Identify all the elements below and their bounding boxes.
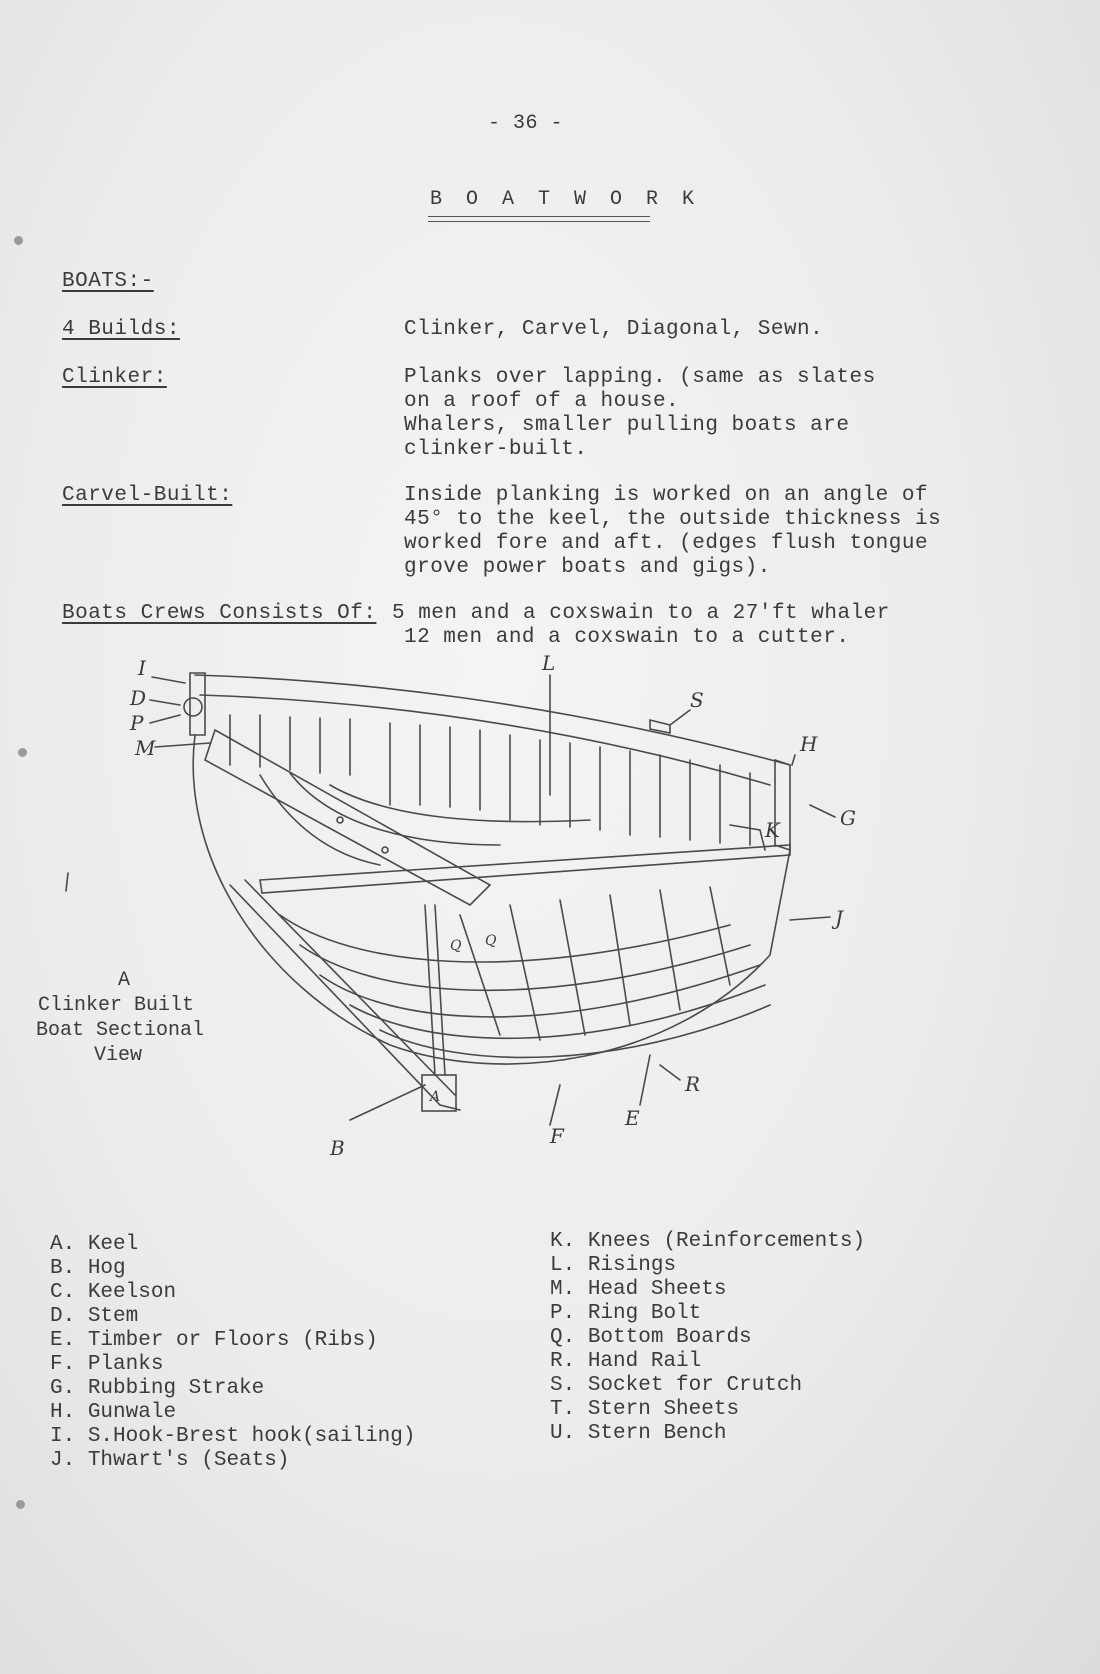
legend-text: Rubbing Strake: [87, 1377, 265, 1400]
leader-M: [155, 743, 210, 747]
diagram-caption: A: [118, 969, 131, 992]
label-H: H: [800, 732, 818, 756]
label-F: F: [550, 1124, 564, 1148]
legend-key: G.: [50, 1377, 76, 1400]
boat-section-diagram: [30, 655, 870, 1215]
label-A: A: [430, 1089, 441, 1105]
leader-P: [150, 715, 180, 723]
row-text-carvel: 45° to the keel, the outside thickness is: [404, 508, 942, 531]
gunwale-inner: [200, 695, 770, 785]
legend-key: B.: [50, 1257, 76, 1280]
row-text-crews: 12 men and a coxswain to a cutter.: [404, 626, 850, 649]
legend-key: I.: [50, 1425, 76, 1448]
label-D: D: [130, 686, 147, 710]
legend-item: [550, 1350, 701, 1374]
legend-key: K.: [550, 1230, 576, 1253]
label-Q: Q: [450, 938, 462, 954]
row-label-clinker: Clinker:: [62, 366, 167, 389]
legend-item: [550, 1422, 726, 1446]
label-E: E: [625, 1106, 640, 1130]
legend-text: Stem: [87, 1305, 139, 1328]
legend-key: R.: [550, 1350, 576, 1373]
legend-item: [50, 1377, 264, 1401]
legend-text: Head Sheets: [587, 1278, 727, 1301]
leader-F: [550, 1085, 560, 1125]
legend-text: Ring Bolt: [587, 1302, 702, 1325]
legend-text: Gunwale: [87, 1401, 177, 1424]
legend-item: [550, 1254, 676, 1278]
legend-key: C.: [50, 1281, 76, 1304]
legend-text: Stern Bench: [587, 1422, 727, 1445]
section-heading: BOATS:-: [62, 270, 154, 293]
legend-text: Keelson: [87, 1281, 177, 1304]
leader-I: [152, 677, 185, 683]
leader-E: [640, 1055, 650, 1105]
legend-item: [550, 1230, 865, 1254]
legend-item: [50, 1353, 163, 1377]
label-R: R: [685, 1072, 701, 1096]
legend-key: J.: [50, 1449, 76, 1472]
row-text-clinker: clinker-built.: [404, 438, 588, 461]
leader-R: [660, 1065, 680, 1080]
legend-key: S.: [550, 1374, 576, 1397]
diagram-caption: View: [94, 1044, 143, 1067]
label-J: J: [835, 906, 844, 930]
row-text-carvel: grove power boats and gigs).: [404, 556, 771, 579]
legend-key: D.: [50, 1305, 76, 1328]
row-label-builds: 4 Builds:: [62, 318, 180, 341]
label-G: G: [840, 806, 856, 830]
legend-item: [50, 1449, 289, 1473]
leader-J: [790, 917, 830, 920]
label-B: B: [330, 1136, 345, 1160]
legend-text: Risings: [587, 1254, 677, 1277]
legend-key: H.: [50, 1401, 76, 1424]
leader-D: [150, 700, 180, 705]
legend-text: Timber or Floors (Ribs): [87, 1329, 378, 1352]
page-title: B O A T W O R K: [430, 188, 701, 211]
row-label-carvel: Carvel-Built:: [62, 484, 233, 507]
stem-post: [190, 673, 205, 735]
legend-item: [50, 1233, 138, 1257]
row-text-crews: 5 men and a coxswain to a 27'ft whaler: [392, 602, 890, 625]
legend-text: S.Hook-Brest hook(sailing): [87, 1425, 416, 1448]
leader-B: [350, 1085, 425, 1120]
legend-text: Thwart's (Seats): [87, 1449, 290, 1472]
legend-item: [50, 1281, 176, 1305]
keel-line-2: [245, 880, 455, 1095]
label-P: P: [130, 711, 144, 735]
row-label-crews: Boats Crews Consists Of:: [62, 602, 377, 625]
row-text-carvel: Inside planking is worked on an angle of: [404, 484, 929, 507]
legend-key: M.: [550, 1278, 576, 1301]
legend-key: F.: [50, 1353, 76, 1376]
hull-outline: [193, 735, 790, 1064]
row-text-carvel: worked fore and aft. (edges flush tongue: [404, 532, 929, 555]
label-Q: Q: [485, 933, 497, 949]
label-L: L: [542, 655, 556, 675]
legend-text: Planks: [87, 1353, 164, 1376]
legend-key: L.: [550, 1254, 576, 1277]
legend-text: Keel: [87, 1233, 139, 1256]
legend-item: [50, 1425, 415, 1449]
leader-G: [810, 805, 835, 817]
legend-text: Stern Sheets: [587, 1398, 740, 1421]
label-I: I: [138, 656, 146, 680]
diagram-caption: Boat Sectional: [36, 1019, 205, 1042]
legend-key: A.: [50, 1233, 76, 1256]
binder-hole: [14, 236, 23, 245]
legend-text: Socket for Crutch: [587, 1374, 803, 1397]
seat-stanchion: [425, 905, 435, 1075]
binder-hole: [18, 748, 27, 757]
legend-item: [550, 1374, 802, 1398]
title-underline: [428, 221, 650, 222]
legend-item: [550, 1326, 752, 1350]
legend-item: [50, 1329, 378, 1353]
row-text-builds: Clinker, Carvel, Diagonal, Sewn.: [404, 318, 824, 341]
caption-mark: [66, 873, 68, 891]
legend-text: Hand Rail: [587, 1350, 702, 1373]
legend-key: P.: [550, 1302, 576, 1325]
legend-item: [50, 1257, 126, 1281]
label-S: S: [690, 688, 704, 712]
leader-S: [670, 710, 690, 725]
page-number: - 36 -: [488, 112, 564, 135]
binder-hole: [16, 1500, 25, 1509]
diagram-caption: Clinker Built: [38, 994, 195, 1017]
leader-H: [792, 755, 795, 765]
ring-bolt: [184, 698, 202, 716]
legend-item: [550, 1398, 739, 1422]
legend-text: Bottom Boards: [587, 1326, 752, 1349]
legend-text: Hog: [87, 1257, 126, 1280]
legend-key: Q.: [550, 1326, 576, 1349]
label-K: K: [765, 818, 780, 842]
legend-text: Knees (Reinforcements): [587, 1230, 866, 1253]
legend-key: E.: [50, 1329, 76, 1352]
title-underline: [428, 216, 650, 217]
row-text-clinker: Whalers, smaller pulling boats are: [404, 414, 850, 437]
legend-item: [550, 1302, 701, 1326]
row-text-clinker: on a roof of a house.: [404, 390, 680, 413]
label-M: M: [135, 736, 156, 760]
legend-item: [50, 1401, 176, 1425]
legend-key: T.: [550, 1398, 576, 1421]
row-text-clinker: Planks over lapping. (same as slates: [404, 366, 876, 389]
legend-item: [550, 1278, 726, 1302]
legend-key: U.: [550, 1422, 576, 1445]
legend-item: [50, 1305, 138, 1329]
